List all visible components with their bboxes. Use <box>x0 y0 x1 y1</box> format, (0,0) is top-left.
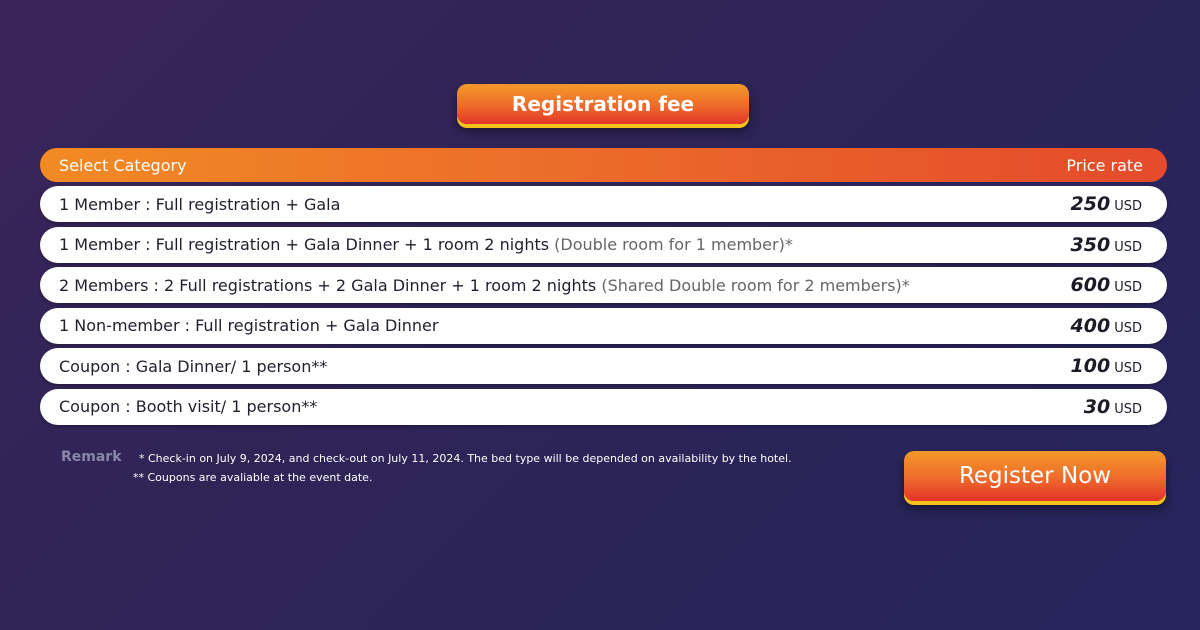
table-row[interactable] <box>40 308 1167 344</box>
fee-table <box>40 186 1167 429</box>
row-description: 1 Non-member : Full registration + Gala Dinner <box>59 316 439 335</box>
row-description: 1 Member : Full registration + Gala <box>59 194 341 214</box>
row-price: 600 USD <box>1070 274 1142 296</box>
category-column-header: Select Category <box>59 155 187 175</box>
row-price: 30 USD <box>1083 395 1142 418</box>
price-column-header: Price rate <box>1066 155 1143 175</box>
remark-line-checkin: * Check-in on July 9, 2024, and check-out on July 11, 2024. The bed type will be depended on availability by the hotel. <box>139 452 792 465</box>
row-description: Coupon : Booth visit/ 1 person** <box>59 397 318 416</box>
row-price: 100 USD <box>1070 355 1142 377</box>
row-price: 350 USD <box>1070 233 1142 256</box>
table-row[interactable] <box>40 348 1167 384</box>
table-header <box>40 148 1167 182</box>
row-description: Coupon : Gala Dinner/ 1 person** <box>59 356 328 376</box>
page-title: Registration fee <box>457 84 749 124</box>
table-row[interactable] <box>40 186 1167 222</box>
row-price: 400 USD <box>1070 314 1142 337</box>
row-price: 250 USD <box>1070 193 1142 215</box>
table-row[interactable] <box>40 227 1167 263</box>
table-row[interactable] <box>40 267 1167 303</box>
row-description: 1 Member : Full registration + Gala Dinner + 1 room 2 nights (Double room for 1 member)* <box>59 235 793 254</box>
remark-label: Remark <box>61 449 122 465</box>
table-row[interactable] <box>40 389 1167 425</box>
register-now-button[interactable]: Register Now <box>904 451 1166 501</box>
remark-line-coupons: ** Coupons are avaliable at the event date. <box>133 471 373 484</box>
row-description: 2 Members : 2 Full registrations + 2 Gala Dinner + 1 room 2 nights (Shared Double room for 2 members)* <box>59 275 910 295</box>
